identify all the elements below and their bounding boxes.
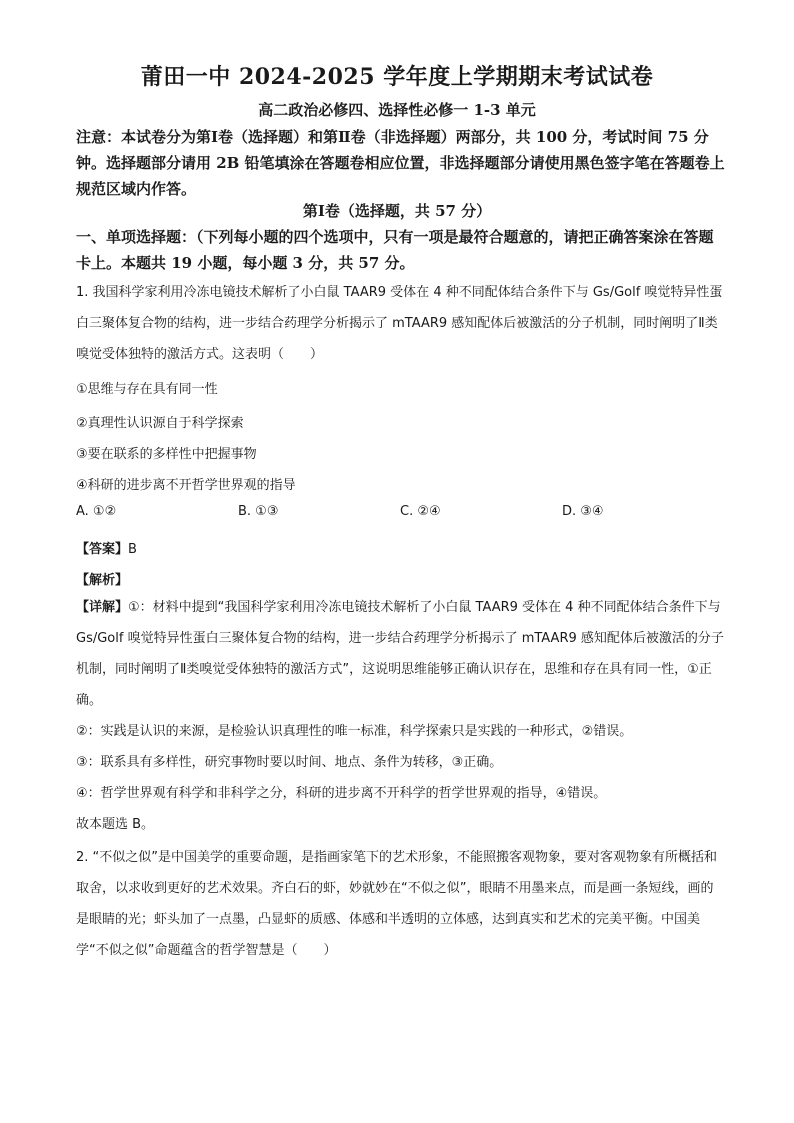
choice-c: C. ②④ (400, 504, 441, 519)
detail-paragraph: 【详解】①：材料中提到“我国科学家利用冷冻电镜技术解析了小白鼠 TAAR9 受体在 4 种不同配体结合条件下与 Gs/Golf 嗅觉特异性蛋白三聚体复合物的结构，进一步结合药理学分析揭示了 mTAAR9 感知配体后被激活的分子机制，同时阐明了Ⅱ类嗅觉受体独特的激活方式”，这说明思维能够正确认识存在，思维和存在具有同一性，①正确。 (76, 600, 724, 708)
answer-value: B (128, 542, 137, 557)
question-1-choices (76, 504, 726, 528)
answer-label: 【答案】 (76, 542, 129, 557)
answer-line (76, 538, 137, 557)
choice-d: D. ③④ (562, 504, 604, 519)
detail-paragraph: ④：哲学世界观有科学和非科学之分，科研的进步离不开科学的哲学世界观的指导，④错误。 (76, 786, 607, 801)
exam-notice: 注意：本试卷分为第Ⅰ卷（选择题）和第Ⅱ卷（非选择题）两部分，共 100 分，考试时间 75 分钟。选择题部分请用 2B 铅笔填涂在答题卷相应位置，非选择题部分请使用黑色签字笔在答题卷上规范区域内作答。 (76, 128, 725, 198)
question-1-option-2: ②真理性认识源自于科学探索 (76, 416, 244, 431)
choice-b: B. ①③ (238, 504, 279, 519)
detail-paragraph: ②：实践是认识的来源，是检验认识真理性的唯一标准，科学探索只是实践的一种形式，②错误。 (76, 724, 633, 739)
detail-section (76, 592, 726, 840)
page-subtitle: 高二政治必修四、选择性必修一 1-3 单元 (258, 101, 536, 119)
question-1-option-1: ①思维与存在具有同一性 (76, 382, 218, 397)
question-2-stem: 2. “不似之似”是中国美学的重要命题，是指画家笔下的艺术形象，不能照搬客观物象，要对客观物象有所概括和取舍，以求收到更好的艺术效果。齐白石的虾，妙就妙在“不似之似”，眼睛不用墨来点，而是画一条短线，画的是眼睛的光；虾头加了一点墨，凸显虾的质感、体感和半透明的立体感，达到真实和艺术的完美平衡。中国美学“不似之似”命题蕴含的哲学智慧是（ ） (76, 850, 718, 958)
section-title: 第Ⅰ卷（选择题，共 57 分） (302, 202, 492, 220)
detail-paragraph: ③：联系具有多样性，研究事物时要以时间、地点、条件为转移，③正确。 (76, 755, 503, 770)
analysis-label: 【解析】 (76, 573, 129, 588)
question-1-option-3: ③要在联系的多样性中把握事物 (76, 447, 257, 462)
part1-instructions: 一、单项选择题：（下列每小题的四个选项中，只有一项是最符合题意的，请把正确答案涂在答题卡上。本题共 19 小题，每小题 3 分，共 57 分。 (76, 228, 714, 272)
detail-conclusion: 故本题选 B。 (76, 817, 155, 832)
detail-label: 【详解】 (76, 600, 129, 615)
question-1-option-4: ④科研的进步离不开哲学世界观的指导 (76, 478, 296, 493)
question-1-stem: 1. 我国科学家利用冷冻电镜技术解析了小白鼠 TAAR9 受体在 4 种不同配体结合条件下与 Gs/Golf 嗅觉特异性蛋白三聚体复合物的结构，进一步结合药理学分析揭示了 mTAAR9 感知配体后被激活的分子机制，同时阐明了Ⅱ类嗅觉受体独特的激活方式。这表明（ ） (76, 285, 723, 362)
choice-a: A. ①② (76, 504, 117, 519)
page-title: 莆田一中 2024-2025 学年度上学期期末考试试卷 (140, 64, 654, 90)
